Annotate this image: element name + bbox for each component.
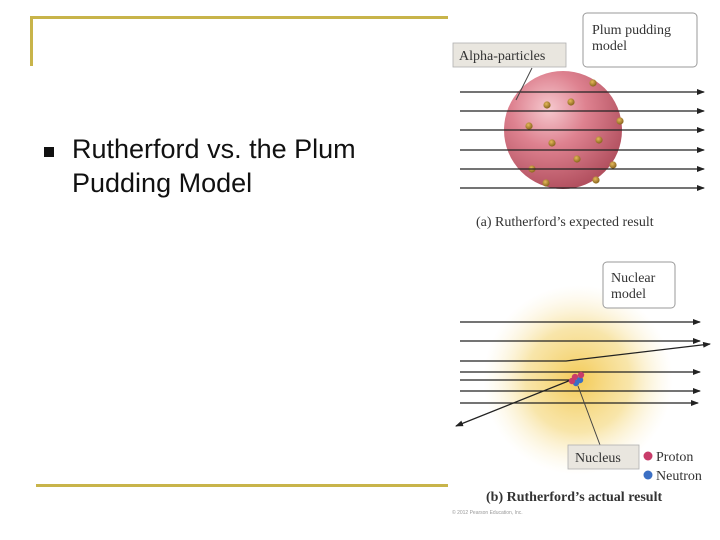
legend-proton-label: Proton <box>656 450 694 465</box>
legend-neutron-label: Neutron <box>656 469 702 484</box>
copyright-text: © 2012 Pearson Education, Inc. <box>452 510 523 516</box>
bullet-marker <box>44 147 54 157</box>
plum-pudding-label-box <box>583 13 697 67</box>
alpha-particles-label-text: Alpha-particles <box>459 49 546 64</box>
slide-frame-top-line <box>30 16 448 19</box>
plum-pudding-label-line1: Plum pudding <box>592 23 671 38</box>
panel-a-caption: (a) Rutherford’s expected result <box>476 215 654 230</box>
nuclear-model-label-line2: model <box>611 287 646 302</box>
electron-dot <box>616 117 623 124</box>
nuclear-model-label-box <box>603 262 675 308</box>
neutron-legend-dot <box>644 471 653 480</box>
proton-legend-dot <box>644 452 653 461</box>
electron-dot <box>567 98 574 105</box>
electron-dot <box>525 122 532 129</box>
slide-frame-bottom-line <box>36 484 448 487</box>
electron-dot <box>589 79 596 86</box>
nucleus-label-text: Nucleus <box>575 451 621 466</box>
particle-legend <box>644 450 702 484</box>
electron-dot <box>595 136 602 143</box>
electron-dot <box>573 155 580 162</box>
electron-dot <box>548 139 555 146</box>
rutherford-figure <box>448 8 720 520</box>
electron-dot <box>542 179 549 186</box>
rutherford-diagram <box>448 8 720 520</box>
electron-dot <box>609 161 616 168</box>
slide-frame-left-line <box>30 16 33 66</box>
electron-dot <box>592 176 599 183</box>
plum-pudding-label-line2: model <box>592 39 627 54</box>
electron-dot <box>543 101 550 108</box>
proton-dot <box>569 378 575 384</box>
panel-b-caption: (b) Rutherford’s actual result <box>486 490 663 505</box>
proton-dot <box>578 372 584 378</box>
bullet-text: Rutherford vs. the Plum Pudding Model <box>72 134 356 198</box>
nuclear-model-label-line1: Nuclear <box>611 271 656 286</box>
